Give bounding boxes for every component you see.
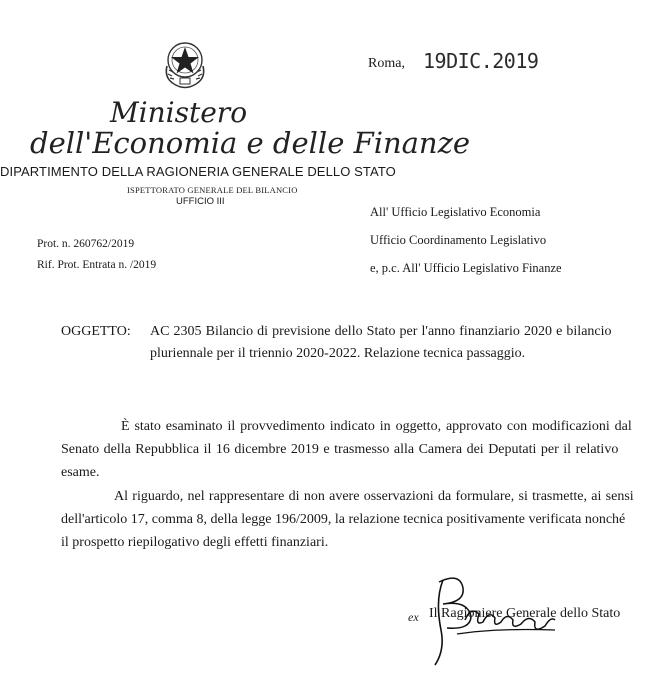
subject-line-1: AC 2305 Bilancio di previsione dello Stato per l'anno finanziario 2020 e bilancio xyxy=(150,324,612,339)
body-p2-line-2: dell'articolo 17, comma 8, della legge 196/2009, la relazione tecnica positivamente verificata nonché xyxy=(61,512,626,527)
body-p1-line-3: esame. xyxy=(61,465,100,480)
office-title: UFFICIO III xyxy=(176,196,225,207)
subject-line-2: pluriennale per il triennio 2020-2022. Relazione tecnica passaggio. xyxy=(150,346,526,361)
recipient-line-2: Ufficio Coordinamento Legislativo xyxy=(370,233,547,247)
department-title: DIPARTIMENTO DELLA RAGIONERIA GENERALE DELLO STATO xyxy=(0,164,396,179)
body-p1-line-2: Senato della Repubblica il 16 dicembre 2019 e trasmesso alla Camera dei Deputati per il relativo xyxy=(61,442,619,457)
signature-prefix: ex xyxy=(408,610,419,624)
recipient-line-3: e, p.c. All' Ufficio Legislativo Finanze xyxy=(370,261,562,275)
ministry-name-line2: dell'Economia e delle Finanze xyxy=(30,126,471,160)
handwritten-signature xyxy=(405,570,565,670)
protocol-reference: Rif. Prot. Entrata n. /2019 xyxy=(37,259,157,271)
italian-republic-emblem-icon xyxy=(160,34,210,94)
recipient-line-1: All' Ufficio Legislativo Economia xyxy=(370,205,541,219)
body-p2-line-3: il prospetto riepilogativo degli effetti finanziari. xyxy=(61,535,329,550)
body-p1-line-1: È stato esaminato il provvedimento indicato in oggetto, approvato con modificazioni dal xyxy=(121,419,632,434)
body-p2-line-1: Al riguardo, nel rappresentare di non avere osservazioni da formulare, si trasmette, ai sensi xyxy=(114,489,634,504)
ministry-name-line1: Ministero xyxy=(110,96,248,129)
signatory-title: Il Ragioniere Generale dello Stato xyxy=(429,606,621,621)
inspectorate-title: ISPETTORATO GENERALE DEL BILANCIO xyxy=(127,185,298,195)
subject-label: OGGETTO: xyxy=(61,324,131,339)
place-label: Roma, xyxy=(368,56,405,71)
protocol-number: Prot. n. 260762/2019 xyxy=(37,238,135,250)
date-stamp: 19DIC.2019 xyxy=(423,49,539,73)
